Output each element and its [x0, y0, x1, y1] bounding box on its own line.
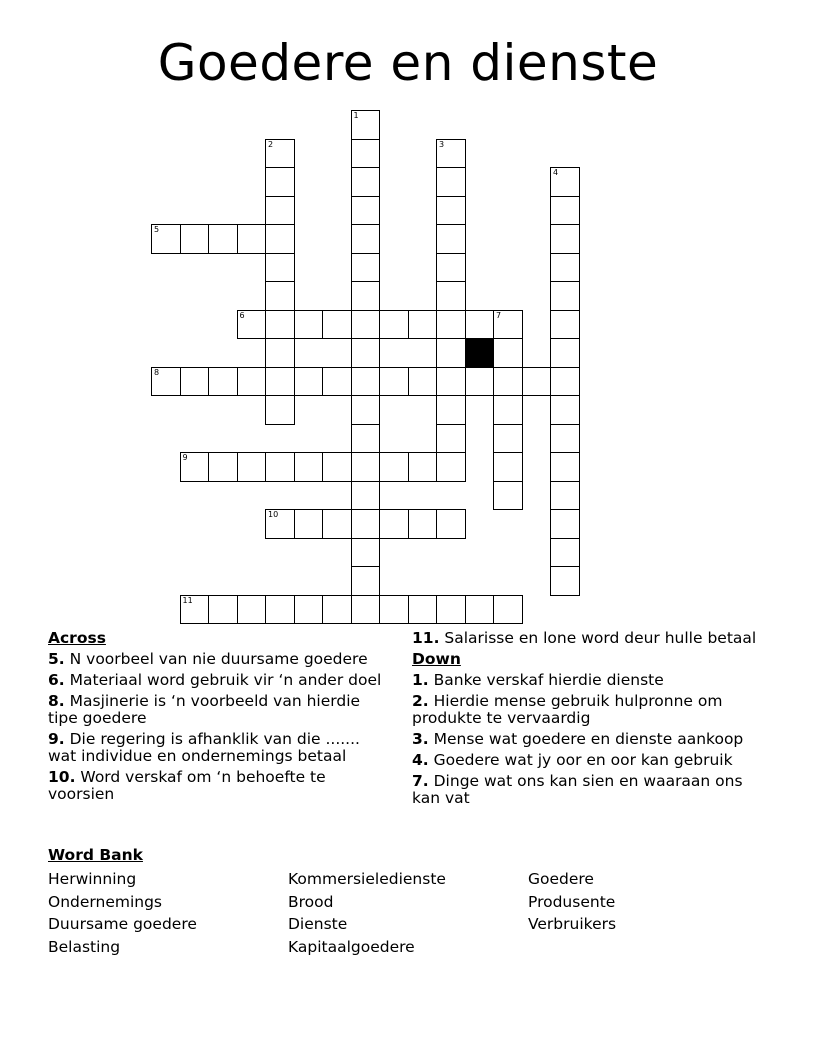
crossword-cell[interactable] — [465, 595, 495, 625]
clue-number: 11. — [412, 629, 440, 647]
word-bank-item: Produsente — [528, 892, 616, 911]
clue-down-1 — [412, 672, 762, 689]
clue-number: 2. — [412, 692, 429, 710]
crossword-cell[interactable] — [550, 481, 580, 511]
crossword-cell[interactable] — [322, 595, 352, 625]
clue-text: Goedere wat jy oor en oor kan gebruik — [433, 751, 733, 769]
crossword-cell[interactable] — [493, 338, 523, 368]
clue-number-label: 11 — [182, 595, 193, 605]
crossword-cell[interactable] — [436, 139, 466, 169]
crossword-cell[interactable] — [322, 452, 352, 482]
clue-number-label: 9 — [182, 453, 188, 462]
crossword-cell[interactable] — [265, 253, 295, 283]
word-bank-item: Dienste — [288, 915, 348, 933]
crossword-cell[interactable] — [180, 452, 210, 482]
clue-text: Salarisse en lone word deur hulle betaal — [444, 629, 757, 647]
clue-number-label: 4 — [553, 168, 559, 177]
clue-across-6 — [48, 672, 388, 689]
clue-across-5 — [48, 651, 388, 668]
crossword-cell[interactable] — [550, 452, 580, 482]
word-bank-item: Kapitaalgoedere — [288, 937, 415, 956]
crossword-cell[interactable] — [379, 509, 409, 539]
crossword-cell[interactable] — [265, 509, 295, 539]
crossword-cell[interactable] — [294, 310, 324, 340]
clues-column-left — [48, 630, 388, 807]
crossword-cell[interactable] — [408, 310, 438, 340]
across-heading: Across — [48, 629, 106, 647]
crossword-cell[interactable] — [465, 367, 495, 397]
crossword-cell[interactable] — [550, 253, 580, 283]
crossword-cell[interactable] — [436, 338, 466, 368]
clue-down-4 — [412, 752, 762, 769]
crossword-cell[interactable] — [237, 367, 267, 397]
clue-number: 1. — [412, 671, 429, 689]
crossword-cell[interactable] — [436, 310, 466, 340]
crossword-cell[interactable] — [436, 224, 466, 254]
crossword-cell[interactable] — [436, 281, 466, 311]
crossword-cell[interactable] — [351, 424, 381, 454]
crossword-cell[interactable] — [550, 281, 580, 311]
clue-number-label: 7 — [496, 310, 502, 320]
crossword-cell[interactable] — [208, 224, 238, 254]
crossword-cell[interactable] — [351, 452, 381, 482]
crossword-cell[interactable] — [351, 167, 381, 197]
crossword-cell[interactable] — [493, 595, 523, 625]
crossword-cell[interactable] — [265, 310, 295, 340]
crossword-cell[interactable] — [493, 367, 523, 397]
crossword-cell[interactable] — [265, 196, 295, 226]
crossword-cell[interactable] — [265, 139, 295, 169]
crossword-cell[interactable] — [408, 509, 438, 539]
crossword-cell[interactable] — [351, 253, 381, 283]
crossword-cell[interactable] — [522, 367, 552, 397]
clue-across-8 — [48, 693, 388, 727]
clue-number-label: 5 — [154, 225, 160, 234]
crossword-cell[interactable] — [265, 452, 295, 482]
page-title: Goedere en dienste — [157, 34, 659, 92]
crossword-cell[interactable] — [493, 310, 523, 340]
crossword-cell[interactable] — [265, 595, 295, 625]
crossword-cell[interactable] — [493, 424, 523, 454]
clue-number-label: 2 — [268, 139, 274, 149]
word-bank-heading: Word Bank — [48, 846, 143, 864]
down-heading: Down — [412, 650, 461, 668]
word-bank-item: Belasting — [48, 937, 121, 956]
crossword-cell[interactable] — [436, 509, 466, 539]
crossword-cell[interactable] — [265, 338, 295, 368]
crossword-cell[interactable] — [180, 224, 210, 254]
crossword-cell[interactable] — [294, 367, 324, 397]
crossword-cell[interactable] — [550, 424, 580, 454]
word-bank-item: Verbruikers — [528, 915, 617, 933]
crossword-cell[interactable] — [436, 395, 466, 425]
clue-text: Materiaal word gebruik vir ‘n ander doel — [69, 671, 382, 689]
crossword-cell[interactable] — [550, 395, 580, 425]
crossword-cell[interactable] — [550, 167, 580, 197]
clue-number-label: 1 — [353, 111, 359, 120]
crossword-cell[interactable] — [351, 224, 381, 254]
crossword-cell[interactable] — [322, 509, 352, 539]
crossword-cell[interactable] — [436, 196, 466, 226]
word-bank-item: Herwinning — [48, 870, 137, 888]
crossword-cell[interactable] — [294, 595, 324, 625]
clue-number: 9. — [48, 730, 65, 748]
crossword-cell[interactable] — [436, 424, 466, 454]
crossword-cell[interactable] — [265, 167, 295, 197]
crossword-cell[interactable] — [550, 224, 580, 254]
crossword-cell[interactable] — [237, 595, 267, 625]
word-bank-item: Kommersieledienste — [288, 870, 446, 888]
crossword-cell[interactable] — [351, 481, 381, 511]
crossword-cell[interactable] — [294, 509, 324, 539]
clue-text: Dinge wat ons kan sien en waaraan ons kan vat — [412, 772, 743, 807]
clue-number: 8. — [48, 692, 65, 710]
crossword-cell[interactable] — [550, 509, 580, 539]
crossword-cell[interactable] — [550, 367, 580, 397]
crossword-cell[interactable] — [351, 509, 381, 539]
crossword-cell[interactable] — [550, 310, 580, 340]
crossword-cell[interactable] — [493, 395, 523, 425]
clue-text: Masjinerie is ‘n voorbeeld van hierdie tipe goedere — [48, 692, 361, 727]
crossword-cell[interactable] — [379, 367, 409, 397]
crossword-cell[interactable] — [351, 566, 381, 596]
clue-across-11 — [412, 630, 762, 647]
clues-column-right — [412, 630, 762, 811]
crossword-cell[interactable] — [351, 595, 381, 625]
crossword-cell[interactable] — [408, 367, 438, 397]
crossword-cell[interactable] — [265, 395, 295, 425]
crossword-cell[interactable] — [265, 281, 295, 311]
clue-down-7 — [412, 773, 762, 807]
crossword-cell[interactable] — [493, 452, 523, 482]
clue-text: Mense wat goedere en dienste aankoop — [433, 730, 744, 748]
clue-number-label: 6 — [239, 310, 245, 320]
clue-across-10 — [48, 769, 388, 803]
crossword-cell[interactable] — [351, 110, 381, 140]
crossword-cell[interactable] — [351, 196, 381, 226]
crossword-cell[interactable] — [351, 395, 381, 425]
crossword-cell[interactable] — [180, 595, 210, 625]
crossword-cell[interactable] — [322, 367, 352, 397]
clue-number: 10. — [48, 768, 76, 786]
crossword-cell[interactable] — [351, 139, 381, 169]
crossword-cell[interactable] — [322, 310, 352, 340]
clue-number: 5. — [48, 650, 65, 668]
crossword-cell[interactable] — [294, 452, 324, 482]
crossword-cell[interactable] — [351, 367, 381, 397]
clue-down-3 — [412, 731, 762, 748]
crossword-cell[interactable] — [379, 310, 409, 340]
crossword-cell[interactable] — [550, 338, 580, 368]
crossword-cell[interactable] — [208, 595, 238, 625]
crossword-cell[interactable] — [436, 253, 466, 283]
crossword-cell[interactable] — [237, 452, 267, 482]
clue-number-label: 8 — [154, 367, 160, 377]
crossword-cell[interactable] — [208, 452, 238, 482]
clue-number: 6. — [48, 671, 65, 689]
crossword-cell[interactable] — [180, 367, 210, 397]
crossword-cell[interactable] — [436, 452, 466, 482]
clue-text: Banke verskaf hierdie dienste — [433, 671, 664, 689]
crossword-cell[interactable] — [237, 224, 267, 254]
clue-text: Hierdie mense gebruik hulpronne om produkte te vervaardig — [412, 692, 723, 727]
crossword-cell[interactable] — [265, 367, 295, 397]
word-bank-item: Goedere — [528, 870, 594, 888]
word-bank-item: Brood — [288, 892, 334, 911]
crossword-cell[interactable] — [351, 310, 381, 340]
crossword-cell[interactable] — [550, 566, 580, 596]
crossword-cell[interactable] — [550, 196, 580, 226]
crossword-cell[interactable] — [265, 224, 295, 254]
crossword-cell[interactable] — [237, 310, 267, 340]
crossword-cell[interactable] — [351, 538, 381, 568]
crossword-cell[interactable] — [436, 595, 466, 625]
clue-number-label: 3 — [439, 139, 445, 149]
crossword-cell[interactable] — [493, 481, 523, 511]
clue-text: Word verskaf om ‘n behoefte te voorsien — [48, 768, 326, 803]
crossword-cell[interactable] — [208, 367, 238, 397]
crossword-cell[interactable] — [436, 367, 466, 397]
clue-number: 4. — [412, 751, 429, 769]
crossword-cell[interactable] — [408, 595, 438, 625]
crossword-cell[interactable] — [151, 367, 181, 397]
crossword-cell[interactable] — [550, 538, 580, 568]
crossword-cell[interactable] — [379, 595, 409, 625]
word-bank-column-3 — [528, 868, 616, 936]
clue-text: Die regering is afhanklik van die ....... wat individue en ondernemings betaal — [48, 730, 360, 765]
black-cell — [465, 338, 495, 368]
clue-number: 3. — [412, 730, 429, 748]
clue-across-9 — [48, 731, 388, 765]
word-bank-column-1 — [48, 868, 197, 958]
crossword-cell[interactable] — [465, 310, 495, 340]
crossword-cell[interactable] — [351, 281, 381, 311]
clue-down-2 — [412, 693, 762, 727]
clue-number: 7. — [412, 772, 429, 790]
crossword-cell[interactable] — [436, 167, 466, 197]
word-bank-item: Ondernemings — [48, 892, 163, 911]
clue-number-label: 10 — [268, 510, 279, 519]
word-bank-item: Duursame goedere — [48, 915, 197, 933]
word-bank-column-2 — [288, 868, 446, 958]
clue-text: N voorbeel van nie duursame goedere — [69, 650, 368, 668]
crossword-cell[interactable] — [351, 338, 381, 368]
crossword-cell[interactable] — [379, 452, 409, 482]
crossword-cell[interactable] — [408, 452, 438, 482]
crossword-cell[interactable] — [151, 224, 181, 254]
